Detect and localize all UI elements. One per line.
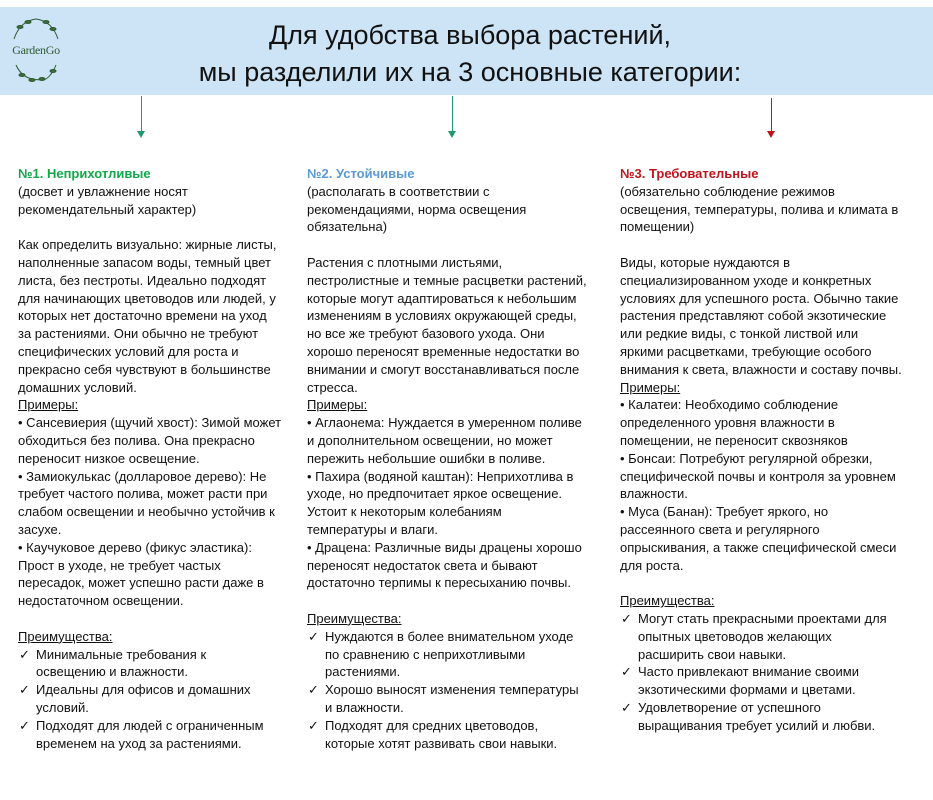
arrow-down-icon [141,96,142,132]
category-description: Как определить визуально: жирные листы, наполненные запасом воды, темный цвет листа, без пестроты. Идеально подходят для начинающих цветоводов или людей, у которых нет достаточно времени на уход за растениями. Они обычно не требуют специфических условий для роста и прекрасно себя чувствуют в большинстве домашних условий. [18,237,277,395]
advantages-label: Преимущества: [620,593,715,609]
advantage-text: Часто привлекают внимание своими экзотическими формами и цветами. [638,664,859,698]
example-item: • Калатеи: Необходимо соблюдение определенного уровня влажности в помещении, не переносит сквозняков [620,397,848,448]
category-column [18,165,303,752]
page-title: Для удобства выбора растений, мы разделили их на 3 основные категории: [198,20,742,87]
category-subtitle: (обязательно соблюдение режимов освещения, температуры, полива и климата в помещении) [620,183,899,235]
examples-label: Примеры: [620,379,681,395]
checkmark-icon: ✓ [621,699,632,715]
advantage-text: Нуждаются в более внимательном уходе по сравнению с неприхотливыми растениями. [325,628,574,680]
category-subtitle: (располагать в соответствии с рекомендациями, норма освещения обязательна) [307,183,527,235]
arrow-down-icon [452,96,453,132]
checkmark-icon: ✓ [19,717,30,733]
example-item: • Аглаонема: Нуждается в умеренном поливе и дополнительном освещении, но может пережить небольшие ошибки в поливе. [307,415,582,466]
checkmark-icon: ✓ [308,682,319,698]
advantage-text: Удовлетворение от успешного выращивания требует усилий и любви. [638,699,876,733]
category-title: №1. Неприхотливые [18,166,151,181]
example-item: • Пахира (водяной каштан): Неприхотлива в уходе, но предпочитает яркое освещение. Устоит к некоторым колебаниям температуры и влаги. [307,468,574,537]
advantage-text: Минимальные требования к освещению и влажности. [36,646,207,680]
checkmark-icon: ✓ [19,682,30,698]
category-description: Растения с плотными листьями, пестролистные и темные расцветки растений, которые могут адаптироваться к небольшим изменениям в условиях окружающей среды, но все же требуют базового ухода. Они хорошо переносят временные недостатки во внимании и смогут восстанавливаться после стресса. [307,254,587,395]
examples-label: Примеры: [307,397,368,413]
category-title: №3. Требовательные [620,166,759,181]
checkmark-icon: ✓ [621,610,632,626]
category-subtitle: (досвет и увлажнение носят рекомендательный характер) [18,183,197,217]
category-description: Виды, которые нуждаются в специализированном уходе и конкретных условиях для успешного роста. Обычно такие растения представляют собой экзотические или редкие виды, с тонкой листвой или яркими расцветками, требующие особого внимания к света, влажности и составу почвы. [620,254,902,377]
advantage-item [307,681,607,717]
logo-text: GardenGo [12,43,60,57]
checkmark-icon: ✓ [621,664,632,680]
advantage-text: Подходят для людей с ограниченным временем на уход за растениями. [36,717,264,751]
advantage-item [18,681,303,717]
gardengo-logo [6,13,58,89]
examples-label: Примеры: [18,397,79,413]
example-item: • Сансевиерия (щучий хвост): Зимой может обходиться без полива. Она прекрасно переносит низкое освещение. [18,415,282,466]
example-item: • Муса (Банан): Требует яркого, но рассеянного света и регулярного опрыскивания, а также специфической смеси для роста. [620,504,897,573]
advantage-item [18,646,303,682]
checkmark-icon: ✓ [308,628,319,644]
advantage-text: Идеальны для офисов и домашних условий. [36,682,251,715]
advantages-label: Преимущества: [18,628,113,644]
category-title: №2. Устойчивые [307,166,415,181]
advantage-item [307,628,607,681]
advantage-text: Могут стать прекрасными проектами для опытных цветоводов желающих расширить свои навыки. [638,610,887,662]
advantages-label: Преимущества: [307,610,402,626]
example-item: • Драцена: Различные виды драцены хорошо переносят недостаток света и бывают достаточно терпимы к пересыханию почвы. [307,539,582,591]
example-item: • Бонсаи: Потребуют регулярной обрезки, специфической почвы и контроля за уровнем влажности. [620,450,896,502]
header-banner [0,7,933,95]
arrow-down-icon [771,98,772,132]
advantage-text: Подходят для средних цветоводов, которые хотят развивать свои навыки. [325,717,558,751]
advantage-item [620,610,925,663]
advantage-item [18,717,303,753]
advantage-item [620,699,925,735]
category-column [307,165,607,752]
advantage-item [307,717,607,753]
advantage-text: Хорошо выносят изменения температуры и влажности. [325,682,579,715]
category-column [620,165,925,735]
advantage-item [620,663,925,699]
example-item: • Замиокулькас (долларовое дерево): Не требует частого полива, может расти при слабом освещении и необычно устойчив к засухе. [18,468,275,537]
checkmark-icon: ✓ [308,717,319,733]
example-item: • Каучуковое дерево (фикус эластика): Прост в уходе, не требует частых пересадок, может успешно расти даже в недостаточном освещении. [18,539,264,609]
checkmark-icon: ✓ [19,646,30,662]
